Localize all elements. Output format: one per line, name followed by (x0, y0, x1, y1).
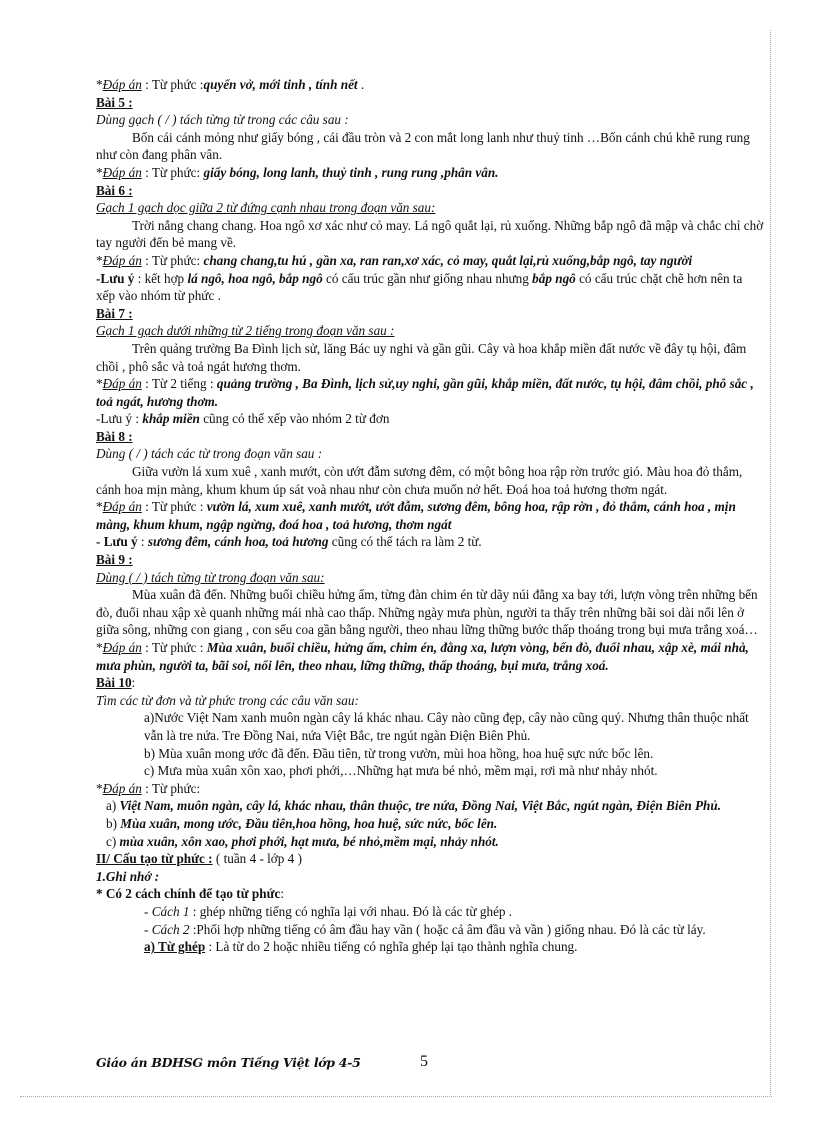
text-line (96, 780, 764, 798)
text-run: Giữa vườn lá xum xuê , xanh mướt, còn ướt đẫm sương đêm, có một bông hoa rập rờn trước gió. Màu hoa đỏ thắm, cánh hoa mịn màng, khum khum úp sát voà nhau như còn chưa muốn nở hết. Đoá hoa toả hương thơm ngát. (96, 464, 743, 497)
text-run: Đáp án (102, 499, 142, 515)
text-run: : Từ phức: (141, 252, 204, 268)
text-run: * (96, 640, 103, 655)
text-run: a)Nước Việt Nam xanh muôn ngàn cây lá khác nhau. Cây nào cũng đẹp, cây nào cũng quý. Nhưng thân thuộc nhất vẫn là tre nứa. Tre Đồng Nai, nứa Việt Bắc, tre ngút ngàn Điện Biên Phủ. (144, 710, 749, 743)
text-run: : ghép những tiếng có nghĩa lại với nhau. Đó là các từ ghép . (189, 903, 513, 919)
text-run: cũng có thể xếp vào nhóm 2 từ đơn (199, 411, 390, 427)
text-line (96, 129, 764, 164)
text-run: Đáp án (102, 252, 142, 268)
text-run: chang chang,tu hú , gần xa, ran ran,xơ xác, cỏ may, quắt lại,rủ xuống,bắp ngô, tay người (203, 252, 693, 268)
text-run: Mùa xuân đã đến. Những buổi chiều hửng ấm, từng đàn chim én từ dãy núi đằng xa bay tới, lượn vòng trên những bến đò, đuổi nhau xập xè quanh những mái nhà cao thấp. Những ngày mưa phùn, người ta thấy trên những bãi soi dài nổi lên ở giữa sông, những con giang , con sếu coa gần bằng người, theo nhau lững thững bước thấp thoáng trong bụi mưa trắng xoá… (96, 587, 758, 638)
text-run: : (131, 675, 136, 691)
text-run: Bài 5 : (96, 94, 133, 110)
text-run: Trời nắng chang chang. Hoa ngô xơ xác như cỏ may. Lá ngô quắt lại, rủ xuống. Những bắp ngô đã mập và chắc chỉ chờ tay người đến bẻ mang về. (96, 217, 764, 251)
text-run: Bốn cái cánh mỏng như giấy bóng , cái đầu tròn và 2 con mắt long lanh như thuỷ tinh …Bốn cánh chú khẽ rung rung như còn đang phân vân. (96, 129, 750, 163)
text-run: Dùng ( / ) tách các từ trong đoạn văn sau : (96, 446, 323, 462)
text-run: Đáp án (102, 376, 142, 392)
text-run: Tìm các từ đơn và từ phức trong các câu văn sau: (96, 692, 359, 708)
text-run: * (96, 77, 103, 92)
text-line (96, 428, 764, 446)
text-run: Đáp án (102, 164, 142, 180)
text-run: Mùa xuân, mong ước, Đầu tiên,hoa hồng, hoa huệ, sức nức, bốc lên. (120, 815, 498, 831)
text-line (96, 340, 764, 375)
text-run: . (357, 77, 365, 92)
text-run: Bài 9 : (96, 552, 133, 568)
text-run: Việt Nam, muôn ngàn, cây lá, khác nhau, thân thuộc, tre nứa, Đồng Nai, Việt Bắc, ngút ngàn, Điện Biên Phủ. (119, 798, 722, 814)
text-run: -Lưu ý (96, 270, 135, 286)
text-run: - Lưu ý (96, 534, 138, 550)
text-run: Đáp án (102, 640, 142, 655)
text-run: : Từ phức : (141, 77, 204, 92)
text-run: sương đêm, cánh hoa, toả hương (147, 534, 329, 550)
text-line (96, 903, 764, 921)
text-line (96, 745, 764, 763)
text-line (96, 762, 764, 780)
text-run: : Từ phức : (141, 640, 207, 655)
text-run: Bài 8 : (96, 428, 133, 444)
page-border-bottom (20, 1096, 772, 1097)
text-line (96, 833, 764, 851)
text-run: Bài 7 : (96, 305, 133, 321)
text-run: - (144, 903, 152, 919)
document-body (96, 76, 764, 956)
text-run: : Từ phức : (141, 499, 207, 515)
text-run: : kết hợp (134, 270, 188, 286)
text-line (96, 164, 764, 182)
text-line (96, 797, 764, 815)
text-run: lá ngô, hoa ngô, bắp ngô (187, 270, 323, 286)
text-run: * (96, 164, 103, 180)
text-run: - (144, 921, 152, 937)
text-run: : (137, 534, 148, 550)
page-border-right (770, 30, 771, 1095)
text-line (96, 533, 764, 551)
footer-title: Giáo án BDHSG môn Tiếng Việt lớp 4-5 (96, 1055, 361, 1070)
text-line (96, 850, 764, 868)
text-run: Cách 2 (151, 921, 190, 937)
text-run: cũng có thể tách ra làm 2 từ. (328, 534, 482, 550)
text-line (96, 569, 764, 587)
text-run: * (96, 376, 103, 392)
text-run: Cách 1 (151, 903, 190, 919)
text-line (96, 217, 764, 252)
text-run: Bài 6 : (96, 182, 133, 198)
text-line (96, 182, 764, 200)
text-run: b) (106, 815, 121, 831)
text-run: giấy bóng, long lanh, thuỷ tinh , rung rung ,phân vân. (203, 164, 499, 180)
text-line (96, 868, 764, 886)
text-run: : (132, 411, 143, 427)
text-line (96, 674, 764, 692)
text-run: bắp ngô (532, 270, 576, 286)
text-run: Bài 10 (96, 675, 132, 691)
text-run: Đáp án (102, 780, 142, 796)
text-run: II/ Cấu tạo từ phức : (96, 851, 213, 867)
text-run: quyển vở, mới tinh , tính nết (203, 77, 358, 92)
text-run: * (96, 780, 103, 796)
text-line (96, 885, 764, 903)
text-line (96, 375, 764, 410)
text-line (96, 586, 764, 639)
text-run: : Là từ do 2 hoặc nhiều tiếng có nghĩa ghép lại tạo thành nghĩa chung. (205, 939, 578, 955)
page-footer (96, 1055, 764, 1077)
text-line (96, 709, 764, 744)
text-run: có cấu trúc gần như giống nhau nhưng (322, 270, 533, 286)
text-run: khắp miền (142, 411, 200, 427)
text-run: Dùng ( / ) tách từng từ trong đoạn văn sau: (96, 569, 325, 585)
text-run: c) Mưa mùa xuân xôn xao, phơi phới,…Những hạt mưa bé nhỏ, mềm mại, rơi mà như nhảy nhót. (144, 763, 658, 779)
text-line (96, 921, 764, 939)
text-line (96, 305, 764, 323)
text-line (96, 322, 764, 340)
text-run: 1.Ghi nhớ : (96, 868, 160, 884)
text-run: -Lưu ý (96, 411, 133, 427)
text-run: : Từ phức: (141, 164, 204, 180)
text-run: : Từ 2 tiếng : (141, 376, 217, 392)
text-run: Gạch 1 gạch dưới những từ 2 tiếng trong đoạn văn sau : (96, 323, 395, 339)
text-run: * (96, 499, 103, 515)
text-run: vườn lá, xum xuê, xanh mướt, ướt đẫm, sương đêm, bông hoa, rập rờn , đỏ thắm, cánh hoa , mịn màng, khum khum, ngập ngừng, đoá hoa , toả hương, thơm ngát (96, 499, 736, 532)
text-line (96, 252, 764, 270)
text-run: Gạch 1 gạch dọc giữa 2 từ đứng cạnh nhau trong đoạn văn sau: (96, 200, 436, 216)
text-line (96, 639, 764, 674)
text-line (96, 463, 764, 498)
text-run: b) Mùa xuân mong ước đã đến. Đầu tiên, từ trong vườn, mùi hoa hồng, hoa huệ sực nức bốc lên. (144, 745, 654, 761)
text-run: * Có 2 cách chính để tạo từ phức (96, 886, 281, 902)
text-run: có cấu trúc chặt chẽ hơn nên ta xếp vào nhóm từ phức . (96, 270, 743, 304)
page-number: 5 (420, 1053, 428, 1070)
text-line (96, 270, 764, 305)
text-line (96, 445, 764, 463)
text-line (96, 94, 764, 112)
text-line (96, 199, 764, 217)
text-run: Trên quảng trường Ba Đình lịch sử, lăng Bác uy nghi và gần gũi. Cây và hoa khắp miền đất nước về đây tụ hội, đâm chồi , phô sắc và toả ngát hương thơm. (96, 340, 747, 374)
text-line (96, 111, 764, 129)
text-run: mùa xuân, xôn xao, phơi phới, hạt mưa, bé nhỏ,mềm mại, nhảy nhót. (119, 833, 499, 849)
text-run: a) Từ ghép (144, 939, 206, 955)
text-run: ( tuần 4 - lớp 4 ) (212, 851, 302, 867)
text-run: : Từ phức: (141, 780, 201, 796)
text-line (96, 815, 764, 833)
text-run: * (96, 252, 103, 268)
text-run: Đáp án (102, 77, 142, 92)
text-run: a) (106, 798, 120, 814)
text-line (96, 938, 764, 956)
text-line (96, 410, 764, 428)
text-line (96, 498, 764, 533)
text-run: Mùa xuân, buổi chiều, hửng ấm, chim én, đằng xa, lượn vòng, bến đò, đuổi nhau, xập xè, mái nhà, mưa phùn, người ta, bãi soi, nổi lên, theo nhau, lững thững, thấp thoáng, bụi mưa, trắng xoá. (96, 640, 749, 673)
text-run: quảng trường , Ba Đình, lịch sử,uy nghi, gần gũi, khắp miền, đất nước, tụ hội, đâm chồi, phô sắc , toả ngát, hương thơm. (96, 376, 754, 409)
text-line (96, 76, 764, 94)
text-run: : (280, 886, 285, 902)
text-line (96, 551, 764, 569)
text-run: :Phối hợp những tiếng có âm đầu hay vần ( hoặc cả âm đầu và vần ) giống nhau. Đó là các từ láy. (189, 921, 706, 937)
text-run: c) (106, 833, 120, 849)
text-run: Dùng gạch ( / ) tách từng từ trong các câu sau : (96, 112, 349, 128)
text-line (96, 692, 764, 710)
